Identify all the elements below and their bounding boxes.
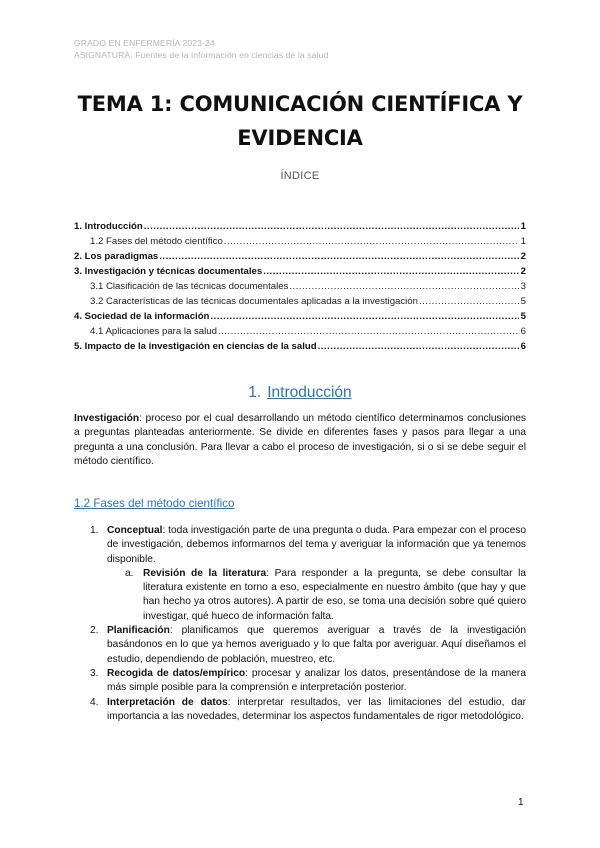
header-subject: ASIGNATURA: Fuentes de la información en ciencias de la salud: [74, 50, 329, 60]
toc-entry[interactable]: [74, 341, 526, 356]
toc-entry-page: 2: [520, 266, 526, 277]
list-item-term: Revisión de la literatura: [143, 567, 267, 579]
toc-leader-dots: [218, 326, 519, 337]
toc-leader-dots: [263, 266, 518, 277]
toc-leader-dots: [144, 221, 519, 232]
toc-entry-label: 1. Introducción: [74, 221, 143, 232]
toc-entry-page: 5: [520, 311, 526, 322]
section-heading-introduction: [0, 384, 600, 402]
toc-entry-label: 4. Sociedad de la información: [74, 311, 210, 322]
toc-entry-page: 6: [520, 326, 526, 337]
toc-leader-dots: [318, 341, 519, 352]
list-item-marker: 1.: [90, 525, 99, 536]
table-of-contents: [74, 221, 526, 356]
toc-entry[interactable]: [74, 266, 526, 281]
phases-list: [74, 524, 526, 724]
toc-entry[interactable]: [74, 296, 526, 311]
toc-entry-label: 2. Los paradigmas: [74, 251, 159, 262]
section-number: 1.: [248, 384, 262, 401]
list-item-marker: a.: [125, 567, 134, 579]
list-item: [74, 667, 526, 696]
list-item-term: Planificación: [107, 625, 170, 637]
list-item-marker: 3.: [90, 667, 99, 679]
title-line-1: TEMA 1: COMUNICACIÓN CIENTÍFICA Y: [77, 92, 523, 116]
list-item-text: : toda investigación parte de una pregunta o duda. Para empezar con el proceso de investigación, debemos informarnos del tema y averiguar la información que ya tenemos disponible.: [107, 525, 526, 565]
list-item: [74, 524, 526, 567]
list-item-marker: 4.: [90, 696, 99, 708]
toc-entry-label: 3.2 Características de las técnicas documentales aplicadas a la investigación: [90, 296, 418, 307]
toc-entry-label: 3. Investigación y técnicas documentales: [74, 266, 263, 277]
toc-entry[interactable]: [74, 326, 526, 341]
document-header: [74, 37, 328, 61]
toc-entry-label: 3.1 Clasificación de las técnicas documentales: [90, 281, 289, 292]
toc-entry-page: 6: [520, 341, 526, 352]
toc-leader-dots: [210, 311, 518, 322]
header-degree: GRADO EN ENFERMERÍA 2023-24: [74, 38, 215, 48]
toc-entry[interactable]: [74, 281, 526, 296]
list-item-term: Interpretación de datos: [107, 696, 228, 708]
toc-entry-label: 1.2 Fases del método científico: [90, 236, 223, 247]
list-item-text: : interpretar resultados, ver las limitaciones del estudio, dar importancia a las novedades, determinar los aspectos fundamentales de rigor metodológico.: [107, 696, 526, 722]
section-title: Introducción: [267, 384, 352, 401]
toc-leader-dots: [224, 236, 519, 247]
list-item: [74, 624, 526, 667]
subsection-heading-phases: 1.2 Fases del método científico: [74, 497, 235, 510]
list-item: [74, 696, 526, 725]
toc-entry-page: 1: [520, 221, 526, 232]
list-item-term: Recogida de datos/empírico: [107, 667, 246, 679]
document-title: [0, 87, 600, 155]
toc-entry-page: 2: [520, 251, 526, 262]
title-line-2: EVIDENCIA: [237, 126, 363, 150]
list-item-text: : planificamos que queremos averiguar a través de la investigación basándonos en lo que ya hemos averiguado y lo que falta por averiguar. Aquí diseñamos el estudio, dependiendo de población, muestreo, etc.: [107, 625, 526, 665]
toc-entry-label: 4.1 Aplicaciones para la salud: [90, 326, 217, 337]
index-heading: ÍNDICE: [280, 170, 320, 182]
toc-leader-dots: [419, 296, 519, 307]
toc-entry-page: 5: [520, 296, 526, 307]
list-item-text: : procesar y analizar los datos, presentándose de la manera más simple posible para la comprensión e interpretación posterior.: [107, 667, 526, 694]
list-item: [74, 567, 526, 624]
intro-text: : proceso por el cual desarrollando un método científico determinamos conclusiones a preguntas planteadas anteriormente. Se divide en diferentes fases y pasos para llegar a una pregunta a una conclusión. Para llevar a cabo el proceso de investigación, si o si se debe seguir el método científico.: [74, 413, 526, 467]
list-item-term: Conceptual: [107, 525, 163, 536]
intro-paragraph: [74, 412, 526, 469]
page-number: 1: [518, 797, 524, 808]
toc-entry[interactable]: [74, 311, 526, 326]
toc-entry[interactable]: [74, 251, 526, 266]
toc-entry-page: 3: [520, 281, 526, 292]
list-item-text: : Para responder a la pregunta, se debe consultar la literatura existente en torno a eso, especialmente en nuestro ámbito (que hay y que han hecho ya otros autores). A partir de eso, se toma una decisión sobre qué quiero investigar, qué hueco de información falta.: [143, 567, 527, 622]
toc-entry[interactable]: [74, 221, 526, 236]
toc-entry[interactable]: [74, 236, 526, 251]
intro-term: Investigación: [74, 413, 140, 424]
list-item-marker: 2.: [90, 625, 99, 637]
toc-leader-dots: [159, 251, 518, 262]
toc-entry-label: 5. Impacto de la investigación en ciencias de la salud: [74, 341, 317, 352]
toc-entry-page: 1: [520, 236, 526, 247]
toc-leader-dots: [289, 281, 518, 292]
